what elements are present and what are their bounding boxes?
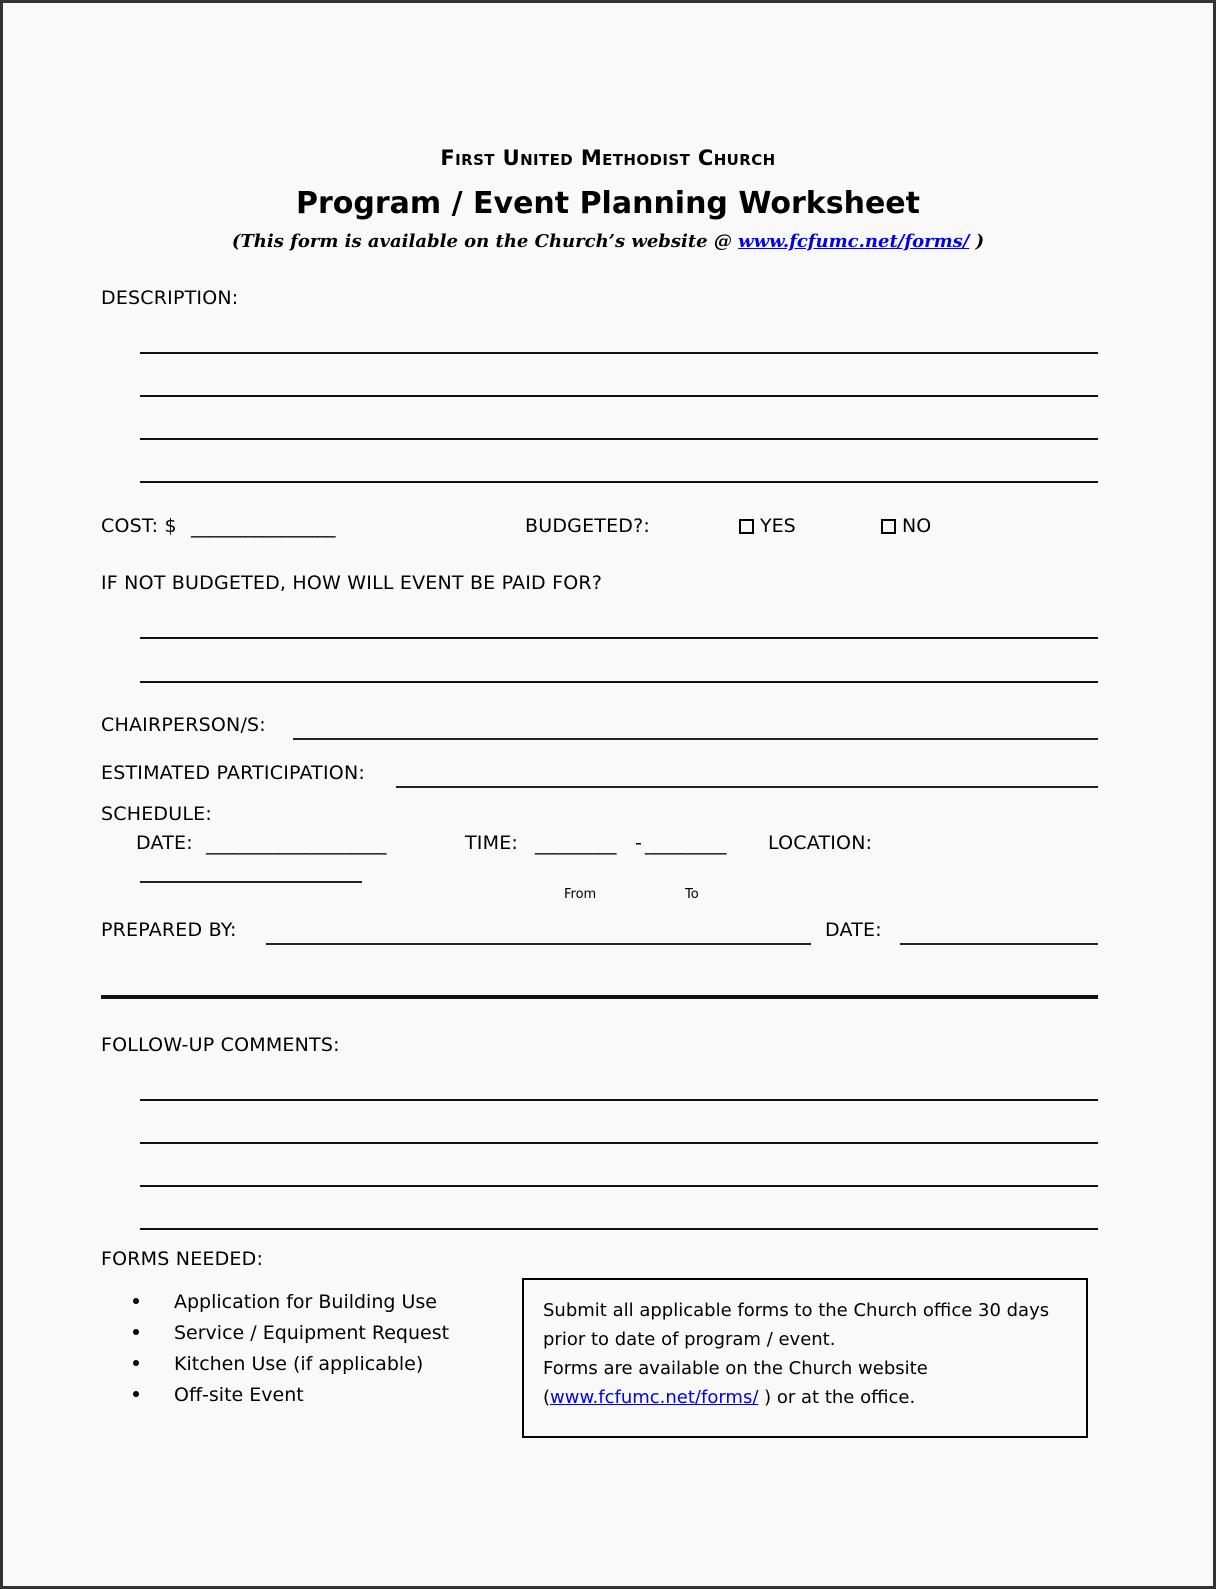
description-label: DESCRIPTION: [101,287,239,309]
followup-line-4[interactable] [140,1228,1098,1230]
prepared-by-input-line[interactable] [266,943,811,945]
schedule-location-input-line[interactable] [140,881,362,883]
availability-note-prefix: (This form is available on the Church’s website @ [231,231,739,252]
org-name: First United Methodist Church [440,146,776,170]
time-from-caption: From [564,887,597,902]
list-item-label: Kitchen Use (if applicable) [174,1353,424,1375]
form-availability-note [3,231,1213,252]
schedule-date-label: DATE: [136,832,193,854]
checkbox-icon[interactable] [881,519,896,534]
list-item-label: Off-site Event [174,1384,304,1406]
schedule-date-blank[interactable]: ____________________ [206,833,386,855]
schedule-location-label: LOCATION: [768,832,873,854]
forms-needed-label: FORMS NEEDED: [101,1248,264,1270]
prepared-date-label: DATE: [825,919,882,941]
chairperson-label: CHAIRPERSON/S: [101,714,266,736]
submit-instructions-line-2: prior to date of program / event. [543,1329,836,1350]
prepared-by-label: PREPARED BY: [101,919,237,941]
list-item-label: Service / Equipment Request [174,1322,450,1344]
schedule-label: SCHEDULE: [101,803,212,825]
followup-line-1[interactable] [140,1099,1098,1101]
checkbox-icon[interactable] [739,519,754,534]
budgeted-no-label: NO [902,515,932,537]
bullet-icon [133,1329,139,1335]
submit-line4-prefix: ( [543,1387,551,1408]
budgeted-yes-label: YES [760,515,796,537]
participation-input-line[interactable] [396,786,1098,788]
forms-url-link[interactable]: www.fcfumc.net/forms/ [738,231,970,252]
description-line-4[interactable] [140,481,1098,483]
list-item-label: Application for Building Use [174,1291,437,1313]
forms-url-link[interactable]: www.fcfumc.net/forms/ [550,1387,759,1408]
followup-line-3[interactable] [140,1185,1098,1187]
time-to-caption: To [685,887,699,902]
submit-instructions-box [522,1278,1088,1438]
page-title: Program / Event Planning Worksheet [296,186,920,221]
submit-instructions-line-4 [543,1383,1068,1412]
schedule-time-dash: - [635,832,643,854]
availability-note-suffix: ) [969,231,985,252]
description-line-1[interactable] [140,352,1098,354]
prepared-date-input-line[interactable] [900,943,1098,945]
cost-label: COST: $ [101,515,177,537]
schedule-time-to-blank[interactable]: _________ [645,833,726,855]
not-budgeted-line-2[interactable] [140,681,1098,683]
bullet-icon [133,1298,139,1304]
participation-label: ESTIMATED PARTICIPATION: [101,762,365,784]
cost-input-blank[interactable]: ________________ [191,516,335,538]
schedule-time-from-blank[interactable]: _________ [535,833,616,855]
schedule-time-label: TIME: [465,832,519,854]
submit-line4-suffix: ) or at the office. [758,1387,916,1408]
not-budgeted-question-label: IF NOT BUDGETED, HOW WILL EVENT BE PAID FOR? [101,572,603,594]
not-budgeted-line-1[interactable] [140,637,1098,639]
description-line-2[interactable] [140,395,1098,397]
list-item[interactable] [133,1291,449,1322]
forms-needed-list [133,1291,449,1415]
list-item[interactable] [133,1384,449,1415]
section-divider [101,995,1098,999]
followup-line-2[interactable] [140,1142,1098,1144]
followup-comments-label: FOLLOW-UP COMMENTS: [101,1034,340,1056]
budgeted-label: BUDGETED?: [525,515,651,537]
chairperson-input-line[interactable] [293,738,1098,740]
list-item[interactable] [133,1353,449,1384]
submit-instructions-line-1: Submit all applicable forms to the Church office 30 days [543,1300,1050,1321]
worksheet-sheet [3,3,1213,1586]
bullet-icon [133,1391,139,1397]
submit-instructions-line-3: Forms are available on the Church website [543,1358,928,1379]
list-item[interactable] [133,1322,449,1353]
budgeted-no-option[interactable] [881,515,931,537]
description-line-3[interactable] [140,438,1098,440]
budgeted-yes-option[interactable] [739,515,796,537]
bullet-icon [133,1360,139,1366]
